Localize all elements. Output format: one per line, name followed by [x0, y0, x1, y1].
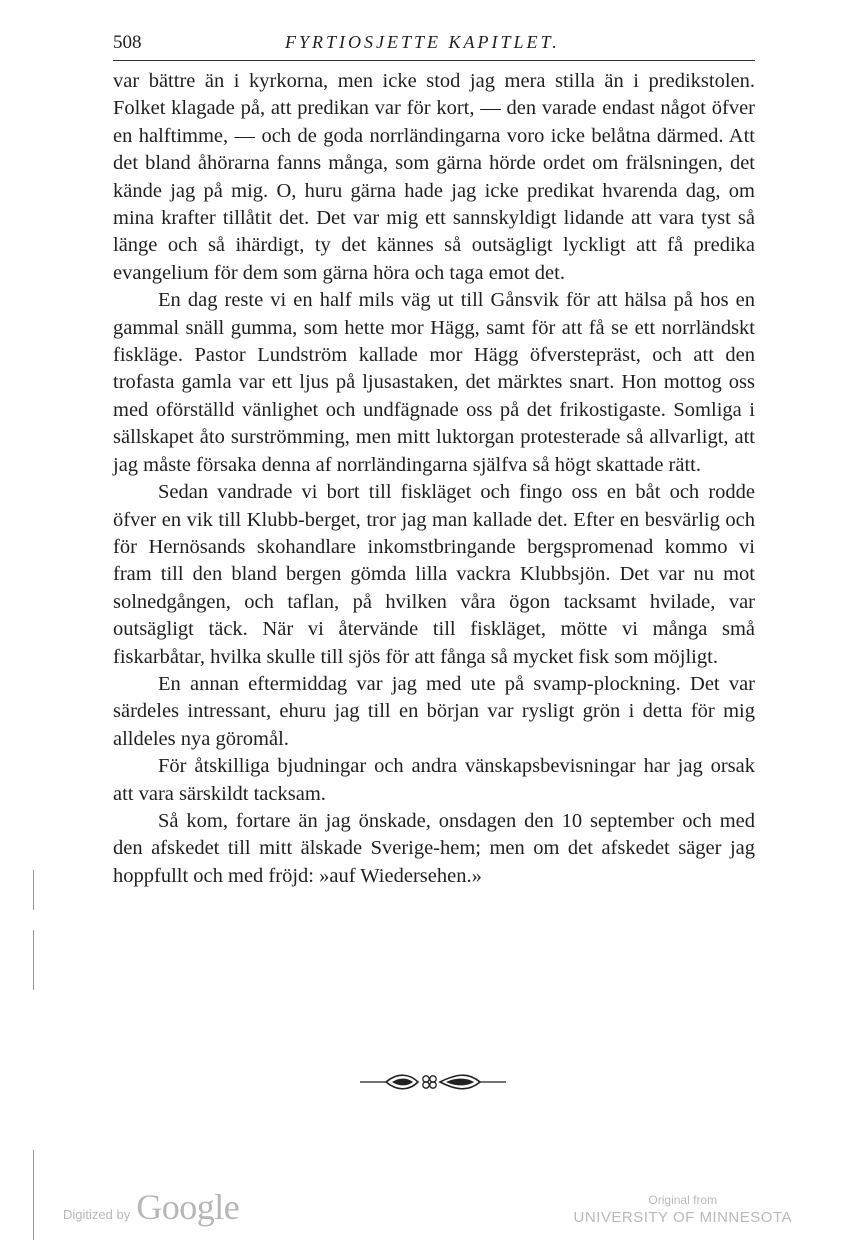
paragraph: För åtskilliga bjudningar och andra vänskapsbevisningar har jag orsak att vara särskildt tacksam. [113, 755, 755, 805]
google-logo: Google [136, 1187, 240, 1227]
paragraph: var bättre än i kyrkorna, men icke stod jag mera stilla än i predikstolen. Folket klagade på, att predikan var för kort, — den varade endast något öfver en halftimme, — och de goda norrländingarna voro icke belåtna därmed. Att det bland åhörarna fanns många, som gärna hörde ordet om frälsningen, det kände jag på mig. O, huru gärna hade jag icke predikat hvarenda dag, om mina krafter tillåtit det. Det var mig ett sannskyldigt lidande att vara tyst så länge och så ihärdigt, ty det kännes så outsägligt lyckligt att få predika evangelium för dem som gärna höra och taga emot det. [113, 70, 755, 284]
original-source [574, 1193, 792, 1226]
institution-name: UNIVERSITY OF MINNESOTA [573, 1209, 792, 1226]
paragraph: En annan eftermiddag var jag med ute på svamp-plockning. Det var särdeles intressant, ehuru jag till en början var rysligt grön i detta för mig alldeles nya göromål. [113, 672, 755, 750]
body-text [113, 68, 755, 890]
paragraph: Så kom, fortare än jag önskade, onsdagen den 10 september och med den afskedet till mitt älskade Sverige-hem; men om det afskedet säger jag hoppfullt och med fröjd: »auf Wiedersehen.» [113, 809, 755, 887]
paragraph: En dag reste vi en half mils väg ut till Gånsvik för att hälsa på hos en gammal snäll gumma, som hette mor Hägg, samt för att få se ett norrländskt fiskläge. Pastor Lundström kallade mor Hägg öfverstepräst, och att den trofasta gamla var ett ljus på ljusastaken, det märktes snart. Hon mottog oss med oförställd vänlighet och undfägnade oss på det frikostigaste. Somliga i sällskapet åto surströmming, men mitt luktorgan protesterade så allvarligt, att jag måste försaka denna af norrländingarna själfva så högt skattade rätt. [113, 289, 755, 476]
digitized-by-google [63, 1186, 239, 1226]
original-from-label: Original from [648, 1193, 718, 1207]
ornament-divider [358, 1070, 508, 1094]
scan-margin-mark [33, 930, 34, 990]
page-number: 508 [113, 32, 142, 53]
chapter-title: FYRTIOSJETTE KAPITLET. [285, 32, 560, 52]
running-header [113, 30, 755, 61]
paragraph: Sedan vandrade vi bort till fiskläget och fingo oss en båt och rodde öfver en vik till Klubb-berget, tror jag man kallade det. Efter en besvärlig och för Hernösands skohandlare inkomstbringande bergspromenad kommo vi fram till den bland bergen gömda lilla vackra Klubbsjön. Det var nu mot solnedgången, och taflan, på hvilken våra ögon tacksamt hvilade, var outsägligt täck. När vi återvände till fiskläget, mötte vi många små fiskarbåtar, hvilka skulle till sjös för att fånga så mycket fisk som möjligt. [113, 481, 755, 668]
digitized-label: Digitized by [63, 1207, 131, 1222]
scan-margin-mark [33, 1150, 34, 1240]
scan-margin-mark [33, 870, 34, 910]
